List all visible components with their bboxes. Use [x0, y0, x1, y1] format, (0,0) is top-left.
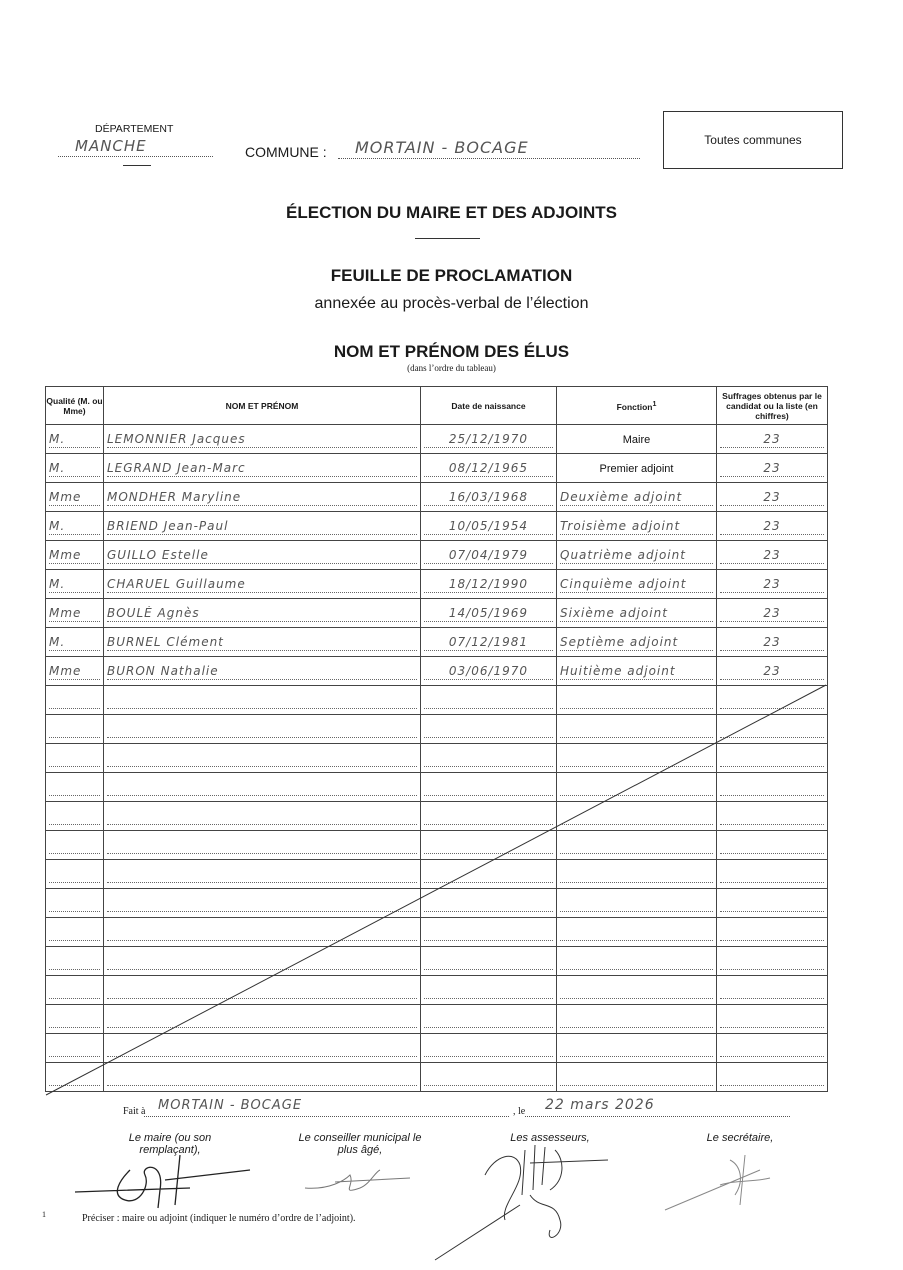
naissance-value: 16/03/1968 — [424, 490, 553, 506]
cell-fonction — [557, 512, 717, 541]
suffrages-value: 23 — [720, 606, 824, 622]
qualite-value: Mme — [49, 490, 100, 506]
cell-naissance — [421, 599, 557, 628]
departement-value: MANCHE — [75, 137, 147, 155]
cell-naissance — [421, 657, 557, 686]
table-row — [46, 454, 828, 483]
nom-value: BURNEL Clément — [107, 635, 417, 651]
cell-fonction — [557, 541, 717, 570]
cell-nom — [104, 425, 421, 454]
cell-nom — [104, 512, 421, 541]
qualite-value: M. — [49, 577, 100, 593]
cell-naissance — [421, 628, 557, 657]
footnote-mark: 1 — [42, 1210, 46, 1219]
header-nom: NOM ET PRÉNOM — [104, 387, 421, 425]
cell-fonction — [557, 628, 717, 657]
table-row — [46, 512, 828, 541]
naissance-value: 07/12/1981 — [424, 635, 553, 651]
fait-value: MORTAIN - BOCAGE — [158, 1098, 303, 1113]
cell-qualite — [46, 570, 104, 599]
table-row — [46, 657, 828, 686]
commune-value: MORTAIN - BOCAGE — [355, 138, 529, 157]
header-fonction-label: Fonction — [616, 401, 653, 412]
date-label: , le — [513, 1106, 526, 1117]
fonction-value: Huitième adjoint — [560, 664, 713, 680]
suffrages-value: 23 — [720, 635, 824, 651]
cell-naissance — [421, 483, 557, 512]
departement-label: DÉPARTEMENT — [95, 123, 174, 135]
suffrages-value: 23 — [720, 490, 824, 506]
cell-suffrages — [717, 454, 828, 483]
cell-fonction — [557, 425, 717, 454]
signature-secretaire-label: Le secrétaire, — [706, 1132, 774, 1144]
naissance-value: 18/12/1990 — [424, 577, 553, 593]
naissance-value: 03/06/1970 — [424, 664, 553, 680]
qualite-value: Mme — [49, 548, 100, 564]
footnote-text: Préciser : maire ou adjoint (indiquer le numéro d’ordre de l’adjoint). — [82, 1213, 356, 1224]
table-row — [46, 628, 828, 657]
cell-nom — [104, 570, 421, 599]
suffrages-value: 23 — [720, 432, 824, 448]
fait-label: Fait à — [123, 1106, 146, 1117]
cell-nom — [104, 599, 421, 628]
document-title: ÉLECTION DU MAIRE ET DES ADJOINTS — [286, 203, 617, 222]
commune-label: COMMUNE : — [245, 144, 327, 160]
suffrages-value: 23 — [720, 548, 824, 564]
cell-qualite — [46, 657, 104, 686]
fonction-value: Septième adjoint — [560, 635, 713, 651]
cell-suffrages — [717, 512, 828, 541]
qualite-value: M. — [49, 635, 100, 651]
cell-qualite — [46, 483, 104, 512]
cell-fonction — [557, 570, 717, 599]
cell-naissance — [421, 454, 557, 483]
proclamation-title: FEUILLE DE PROCLAMATION — [330, 266, 573, 285]
cell-nom — [104, 454, 421, 483]
naissance-value: 07/04/1979 — [424, 548, 553, 564]
nom-value: BOULÉ Agnès — [107, 606, 417, 622]
signature-secretaire — [660, 1150, 780, 1215]
nom-value: GUILLO Estelle — [107, 548, 417, 564]
qualite-value: M. — [49, 519, 100, 535]
cell-fonction — [557, 483, 717, 512]
signature-assesseurs-label: Les assesseurs, — [510, 1132, 590, 1144]
qualite-value: Mme — [49, 664, 100, 680]
cell-suffrages — [717, 570, 828, 599]
toutes-communes-box — [663, 111, 843, 169]
fonction-value: Deuxième adjoint — [560, 490, 713, 506]
suffrages-value: 23 — [720, 577, 824, 593]
naissance-value: 10/05/1954 — [424, 519, 553, 535]
header-qualite: Qualité (M. ou Mme) — [46, 387, 104, 425]
header-suffrages: Suffrages obtenus par le candidat ou la liste (en chiffres) — [717, 387, 828, 425]
cell-naissance — [421, 425, 557, 454]
cell-suffrages — [717, 425, 828, 454]
signature-maire — [70, 1150, 260, 1210]
cell-suffrages — [717, 657, 828, 686]
qualite-value: Mme — [49, 606, 100, 622]
cell-suffrages — [717, 483, 828, 512]
cell-qualite — [46, 454, 104, 483]
fonction-value: Quatrième adjoint — [560, 548, 713, 564]
elus-note: (dans l’ordre du tableau) — [407, 363, 496, 373]
nom-value: LEMONNIER Jacques — [107, 432, 417, 448]
strike-through-stroke — [46, 685, 826, 1095]
fonction-value: Premier adjoint — [599, 463, 674, 475]
qualite-value: M. — [49, 461, 100, 477]
cell-suffrages — [717, 599, 828, 628]
table-row — [46, 599, 828, 628]
cell-nom — [104, 483, 421, 512]
cell-fonction — [557, 599, 717, 628]
nom-value: MONDHER Maryline — [107, 490, 417, 506]
departement-underline — [123, 165, 151, 166]
table-header-row — [46, 387, 828, 425]
title-rule — [415, 238, 480, 239]
table-row — [46, 425, 828, 454]
signature-conseiller — [300, 1160, 430, 1200]
header-naissance: Date de naissance — [421, 387, 557, 425]
cell-qualite — [46, 599, 104, 628]
cell-nom — [104, 541, 421, 570]
cell-qualite — [46, 628, 104, 657]
fonction-value: Cinquième adjoint — [560, 577, 713, 593]
cell-qualite — [46, 512, 104, 541]
cell-naissance — [421, 541, 557, 570]
table-row — [46, 541, 828, 570]
nom-value: CHARUEL Guillaume — [107, 577, 417, 593]
date-value: 22 mars 2026 — [545, 1097, 655, 1113]
cell-nom — [104, 628, 421, 657]
cell-qualite — [46, 541, 104, 570]
nom-value: BRIEND Jean-Paul — [107, 519, 417, 535]
cell-naissance — [421, 570, 557, 599]
cell-fonction — [557, 454, 717, 483]
strike-through-line — [45, 684, 827, 1096]
naissance-value: 25/12/1970 — [424, 432, 553, 448]
elus-title: NOM ET PRÉNOM DES ÉLUS — [333, 342, 570, 361]
cell-suffrages — [717, 541, 828, 570]
cell-naissance — [421, 512, 557, 541]
suffrages-value: 23 — [720, 664, 824, 680]
fonction-value: Maire — [622, 434, 651, 446]
qualite-value: M. — [49, 432, 100, 448]
cell-suffrages — [717, 628, 828, 657]
suffrages-value: 23 — [720, 519, 824, 535]
cell-qualite — [46, 425, 104, 454]
proclamation-subtitle: annexée au procès-verbal de l’élection — [314, 295, 589, 312]
fonction-value: Sixième adjoint — [560, 606, 713, 622]
signature-maire-label: Le maire (ou son remplaçant), — [128, 1132, 212, 1156]
suffrages-value: 23 — [720, 461, 824, 477]
fonction-value: Troisième adjoint — [560, 519, 713, 535]
cell-nom — [104, 657, 421, 686]
nom-value: LEGRAND Jean-Marc — [107, 461, 417, 477]
nom-value: BURON Nathalie — [107, 664, 417, 680]
signature-conseiller-label: Le conseiller municipal le plus âgé, — [298, 1132, 422, 1156]
table-row — [46, 570, 828, 599]
toutes-communes-label: Toutes communes — [704, 133, 802, 147]
header-fonction-footnote-mark: 1 — [652, 399, 657, 408]
cell-fonction — [557, 657, 717, 686]
table-row — [46, 483, 828, 512]
naissance-value: 08/12/1965 — [424, 461, 553, 477]
signature-assesseurs — [430, 1135, 610, 1265]
header-fonction — [557, 387, 717, 425]
naissance-value: 14/05/1969 — [424, 606, 553, 622]
